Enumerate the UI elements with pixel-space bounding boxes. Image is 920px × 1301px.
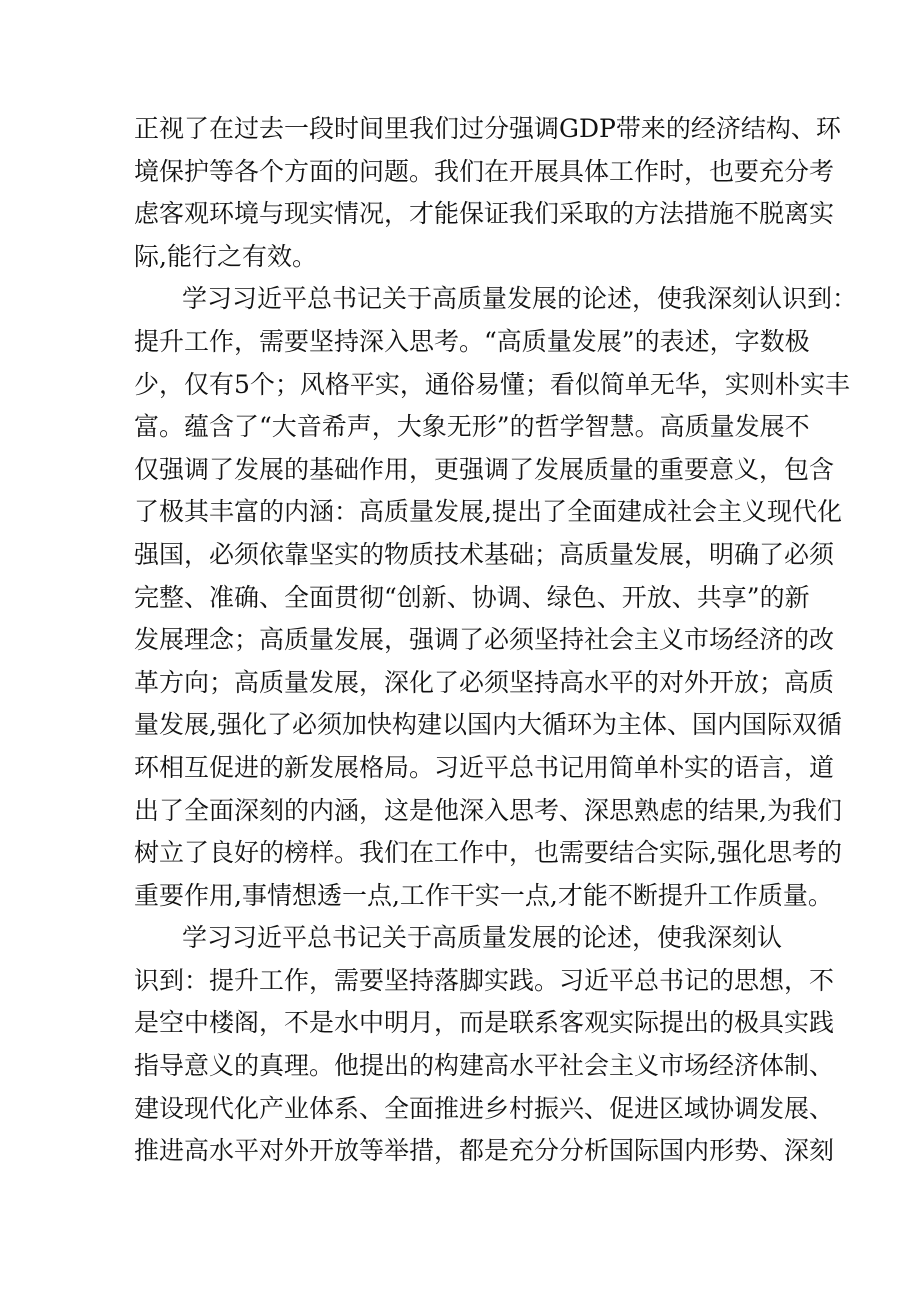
document-body <box>134 108 858 1173</box>
text-line: 树立了良好的榜样。我们在工作中，也需要结合实际,强化思考的 <box>134 838 842 868</box>
text-line: 虑客观环境与现实情况，才能保证我们采取的方法措施不脱离实 <box>134 199 835 229</box>
paragraph-2 <box>134 278 858 917</box>
text-line: 革方向；高质量发展，深化了必须坚持高水平的对外开放；高质 <box>134 667 835 697</box>
text-line: 出了全面深刻的内涵，这是他深入思考、深思熟虑的结果,为我们 <box>134 795 842 825</box>
text-line: 环相互促进的新发展格局。习近平总书记用简单朴实的语言，道 <box>134 752 835 782</box>
text-line: 正视了在过去一段时间里我们过分强调GDP带来的经济结构、环 <box>134 114 841 143</box>
text-line: 建设现代化产业体系、全面推进乡村振兴、促进区域协调发展、 <box>134 1093 835 1123</box>
text-line: 识到：提升工作，需要坚持落脚实践。习近平总书记的思想，不 <box>134 965 835 995</box>
text-line: 推进高水平对外开放等举措，都是充分分析国际国内形势、深刻 <box>134 1136 835 1166</box>
paragraph-1 <box>134 108 841 278</box>
text-line: 指导意义的真理。他提出的构建高水平社会主义市场经济体制、 <box>134 1051 835 1081</box>
text-line: 学习习近平总书记关于高质量发展的论述，使我深刻认 <box>182 923 783 953</box>
text-line: 境保护等各个方面的问题。我们在开展具体工作时，也要充分考 <box>134 156 835 186</box>
paragraph-3 <box>134 917 835 1173</box>
text-line: 学习习近平总书记关于高质量发展的论述，使我深刻认识到： <box>182 284 858 314</box>
text-line: 完整、准确、全面贯彻“创新、协调、绿色、开放、共享”的新 <box>134 582 810 612</box>
text-line: 提升工作，需要坚持深入思考。“高质量发展”的表述，字数极 <box>134 326 810 356</box>
text-line: 了极其丰富的内涵：高质量发展,提出了全面建成社会主义现代化 <box>134 497 842 527</box>
text-line: 少，仅有5个；风格平实，通俗易懂；看似简单无华，实则朴实丰 <box>134 369 850 399</box>
text-line: 富。蕴含了“大音希声，大象无形”的哲学智慧。高质量发展不 <box>134 412 810 442</box>
text-line: 际,能行之有效。 <box>134 241 317 271</box>
text-line: 发展理念；高质量发展，强调了必须坚持社会主义市场经济的改 <box>134 625 835 655</box>
text-line: 量发展,强化了必须加快构建以国内大循环为主体、国内国际双循 <box>134 710 842 740</box>
text-line: 强国，必须依靠坚实的物质技术基础；高质量发展，明确了必须 <box>134 539 835 569</box>
text-line: 重要作用,事情想透一点,工作干实一点,才能不断提升工作质量。 <box>134 880 833 910</box>
text-line: 是空中楼阁，不是水中明月，而是联系客观实际提出的极具实践 <box>134 1008 835 1038</box>
text-line: 仅强调了发展的基础作用，更强调了发展质量的重要意义，包含 <box>134 454 835 484</box>
